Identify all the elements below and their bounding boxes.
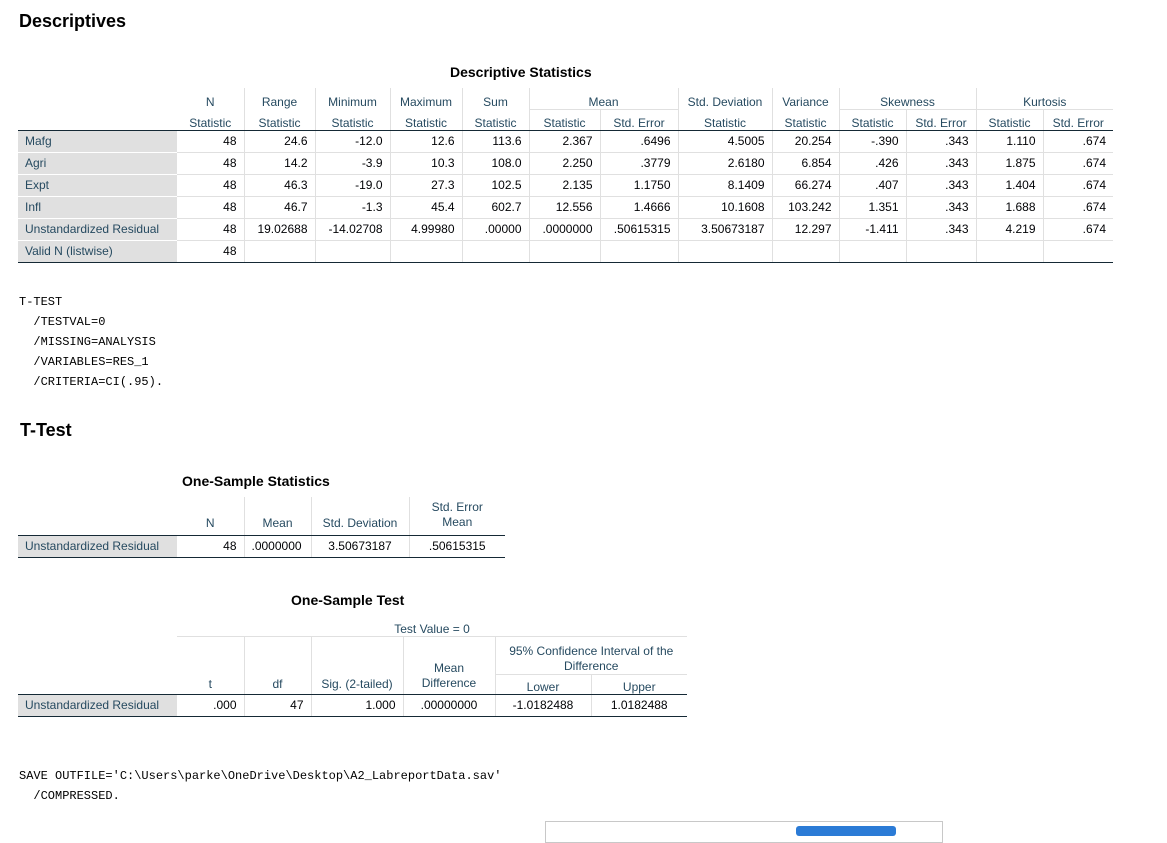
cell: .674 xyxy=(1043,130,1113,152)
cell: 46.7 xyxy=(244,196,315,218)
cell: 3.50673187 xyxy=(311,535,409,557)
popup-button[interactable] xyxy=(796,826,896,836)
cell: -14.02708 xyxy=(315,218,390,240)
cell: 48 xyxy=(177,174,244,196)
row-label: Agri xyxy=(18,152,177,174)
cell: -1.0182488 xyxy=(495,694,591,716)
subheader: Statistic xyxy=(772,109,839,130)
cell: 103.242 xyxy=(772,196,839,218)
header-lower: Lower xyxy=(495,674,591,694)
save-syntax: SAVE OUTFILE='C:\Users\parke\OneDrive\Desktop\A2_LabreportData.sav' /COMPRESSED. xyxy=(19,769,502,803)
cell: 45.4 xyxy=(390,196,462,218)
cell xyxy=(390,240,462,262)
header-sig: Sig. (2-tailed) xyxy=(311,636,403,694)
cell xyxy=(772,240,839,262)
cell: 4.99980 xyxy=(390,218,462,240)
one-sample-test-title: One-Sample Test xyxy=(291,592,405,608)
cell: 48 xyxy=(177,130,244,152)
col-group-sum: Sum xyxy=(462,88,529,109)
cell: 47 xyxy=(244,694,311,716)
col-group-minimum: Minimum xyxy=(315,88,390,109)
cell: 108.0 xyxy=(462,152,529,174)
cell: .343 xyxy=(906,130,976,152)
header-std-deviation: Std. Deviation xyxy=(311,497,409,535)
cell: .407 xyxy=(839,174,906,196)
row-label: Expt xyxy=(18,174,177,196)
subheader: Statistic xyxy=(839,109,906,130)
subheader: Std. Error xyxy=(600,109,678,130)
cell: .0000000 xyxy=(529,218,600,240)
corner-cell-2 xyxy=(18,636,177,674)
cell: .00000 xyxy=(462,218,529,240)
cell: 66.274 xyxy=(772,174,839,196)
corner-cell-2 xyxy=(18,109,177,130)
cell: 46.3 xyxy=(244,174,315,196)
corner-cell xyxy=(18,497,177,535)
col-group-std-deviation: Std. Deviation xyxy=(678,88,772,109)
table-row xyxy=(18,174,1113,196)
cell: 2.250 xyxy=(529,152,600,174)
corner-cell-3 xyxy=(18,674,177,694)
cell: 6.854 xyxy=(772,152,839,174)
col-group-mean: Mean xyxy=(529,88,678,109)
row-label: Unstandardized Residual xyxy=(18,218,177,240)
corner-cell xyxy=(18,618,177,636)
cell: -1.411 xyxy=(839,218,906,240)
cell: 48 xyxy=(177,196,244,218)
cell: 102.5 xyxy=(462,174,529,196)
cell: 10.1608 xyxy=(678,196,772,218)
cell: 2.367 xyxy=(529,130,600,152)
t-test-syntax: T-TEST /TESTVAL=0 /MISSING=ANALYSIS /VARIABLES=RES_1 /CRITERIA=CI(.95). xyxy=(19,295,164,389)
one-sample-test-table xyxy=(18,618,687,717)
cell: 12.556 xyxy=(529,196,600,218)
row-label: Infl xyxy=(18,196,177,218)
cell: 1.4666 xyxy=(600,196,678,218)
cell: -3.9 xyxy=(315,152,390,174)
cell xyxy=(462,240,529,262)
cell: 4.219 xyxy=(976,218,1043,240)
one-sample-statistics-title: One-Sample Statistics xyxy=(182,473,330,489)
t-test-heading: T-Test xyxy=(20,420,72,440)
cell: 48 xyxy=(177,152,244,174)
cell: 1.875 xyxy=(976,152,1043,174)
cell: -12.0 xyxy=(315,130,390,152)
cell: .674 xyxy=(1043,218,1113,240)
cell: .3779 xyxy=(600,152,678,174)
cell xyxy=(529,240,600,262)
table-row xyxy=(18,152,1113,174)
test-value-header: Test Value = 0 xyxy=(394,621,470,636)
row-label: Unstandardized Residual xyxy=(18,694,177,716)
cell: 24.6 xyxy=(244,130,315,152)
corner-cell xyxy=(18,88,177,109)
cell: 1.000 xyxy=(311,694,403,716)
col-group-range: Range xyxy=(244,88,315,109)
subheader: Statistic xyxy=(177,109,244,130)
cell: 4.5005 xyxy=(678,130,772,152)
cell: 113.6 xyxy=(462,130,529,152)
cell xyxy=(1043,240,1113,262)
cell: 27.3 xyxy=(390,174,462,196)
cell: 1.0182488 xyxy=(591,694,687,716)
header-upper: Upper xyxy=(591,674,687,694)
table-row xyxy=(18,196,1113,218)
col-group-variance: Variance xyxy=(772,88,839,109)
cell: 48 xyxy=(177,535,244,557)
table-row xyxy=(18,694,687,716)
cell: 8.1409 xyxy=(678,174,772,196)
cell: .00000000 xyxy=(403,694,495,716)
subheader: Statistic xyxy=(529,109,600,130)
cell: .0000000 xyxy=(244,535,311,557)
cell: .674 xyxy=(1043,152,1113,174)
cell: .6496 xyxy=(600,130,678,152)
cell: 20.254 xyxy=(772,130,839,152)
row-label: Unstandardized Residual xyxy=(18,535,177,557)
cell: 1.404 xyxy=(976,174,1043,196)
header-std-error-mean: Std. Error Mean xyxy=(409,497,505,535)
table-row xyxy=(18,535,505,557)
cell: .674 xyxy=(1043,174,1113,196)
subheader: Std. Error xyxy=(1043,109,1113,130)
cell: 10.3 xyxy=(390,152,462,174)
header-t: t xyxy=(177,636,244,694)
table-row xyxy=(18,218,1113,240)
cell: .343 xyxy=(906,152,976,174)
table-row xyxy=(18,240,1113,262)
descriptive-statistics-table xyxy=(18,88,1113,263)
header-df: df xyxy=(244,636,311,694)
cell xyxy=(600,240,678,262)
cell: 1.1750 xyxy=(600,174,678,196)
cell: 2.135 xyxy=(529,174,600,196)
cell: -1.3 xyxy=(315,196,390,218)
cell: .343 xyxy=(906,218,976,240)
subheader: Statistic xyxy=(462,109,529,130)
cell: 19.02688 xyxy=(244,218,315,240)
row-label: Valid N (listwise) xyxy=(18,240,177,262)
cell xyxy=(678,240,772,262)
row-label: Mafg xyxy=(18,130,177,152)
descriptive-statistics-title: Descriptive Statistics xyxy=(450,64,592,80)
cell: .000 xyxy=(177,694,244,716)
cell: 1.110 xyxy=(976,130,1043,152)
subheader: Statistic xyxy=(390,109,462,130)
col-group-kurtosis: Kurtosis xyxy=(976,88,1113,109)
cell: -19.0 xyxy=(315,174,390,196)
cell xyxy=(906,240,976,262)
cell xyxy=(976,240,1043,262)
col-group-maximum: Maximum xyxy=(390,88,462,109)
cell: .50615315 xyxy=(600,218,678,240)
subheader: Statistic xyxy=(315,109,390,130)
subheader: Statistic xyxy=(244,109,315,130)
cell: 14.2 xyxy=(244,152,315,174)
subheader: Statistic xyxy=(976,109,1043,130)
cell: .674 xyxy=(1043,196,1113,218)
col-group-n: N xyxy=(205,95,215,109)
cell: -.390 xyxy=(839,130,906,152)
cell: 1.688 xyxy=(976,196,1043,218)
notification-popup xyxy=(545,821,943,843)
cell: .426 xyxy=(839,152,906,174)
col-group-skewness: Skewness xyxy=(839,88,976,109)
header-n: N xyxy=(177,497,244,535)
cell: 12.6 xyxy=(390,130,462,152)
cell: 48 xyxy=(177,240,244,262)
subheader: Std. Error xyxy=(906,109,976,130)
one-sample-statistics-table xyxy=(18,497,505,558)
cell xyxy=(839,240,906,262)
subheader: Statistic xyxy=(678,109,772,130)
header-confidence-interval: 95% Confidence Interval of the Difference xyxy=(495,636,687,674)
cell: 2.6180 xyxy=(678,152,772,174)
header-mean-difference: Mean Difference xyxy=(403,636,495,694)
cell: .343 xyxy=(906,196,976,218)
cell: 12.297 xyxy=(772,218,839,240)
cell: .343 xyxy=(906,174,976,196)
table-row xyxy=(18,130,1113,152)
cell xyxy=(315,240,390,262)
cell: 3.50673187 xyxy=(678,218,772,240)
cell: 1.351 xyxy=(839,196,906,218)
cell: 602.7 xyxy=(462,196,529,218)
descriptives-heading: Descriptives xyxy=(19,11,127,31)
cell: .50615315 xyxy=(409,535,505,557)
cell xyxy=(244,240,315,262)
header-mean: Mean xyxy=(244,497,311,535)
cell: 48 xyxy=(177,218,244,240)
